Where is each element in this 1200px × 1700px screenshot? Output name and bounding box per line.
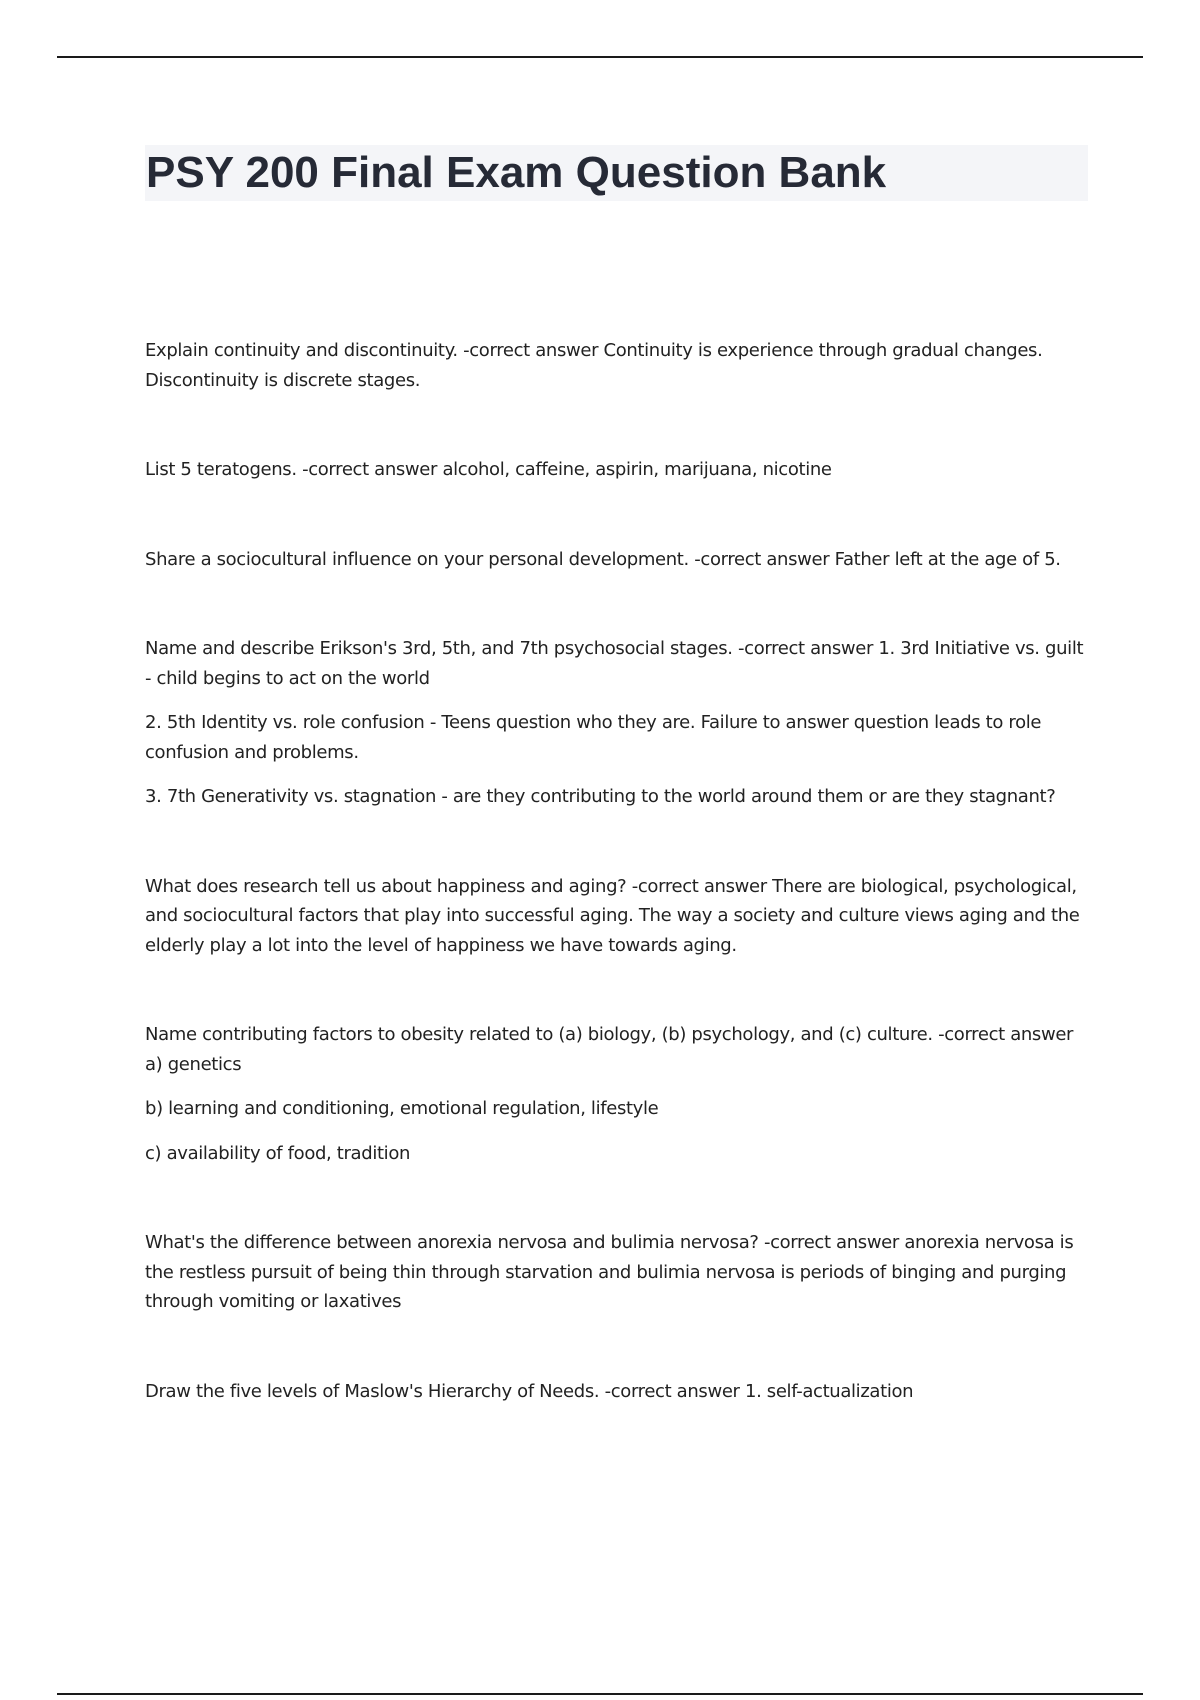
qa-line: What's the difference between anorexia nervosa and bulimia nervosa? -correct answer anorexia nervosa is the restless pursuit of being thin through starvation and bulimia nervosa is periods of binging and purging through vomiting or laxatives (145, 1232, 1074, 1312)
qa-line: Share a sociocultural influence on your personal development. -correct answer Father left at the age of 5. (145, 548, 1061, 570)
qa-line: List 5 teratogens. -correct answer alcohol, caffeine, aspirin, marijuana, nicotine (145, 459, 832, 480)
page-title: PSY 200 Final Exam Question Bank (146, 148, 887, 197)
qa-entry-obesity-factors (145, 1020, 1090, 1168)
qa-entry-teratogens (145, 455, 1090, 485)
qa-line: c) availability of food, tradition (145, 1142, 411, 1164)
qa-entry-erikson-stages (145, 634, 1090, 812)
qa-line: What does research tell us about happiness and aging? -correct answer There are biological, psychological, and sociocultural factors that play into successful aging. The way a society and culture views aging and the elderly play a lot into the level of happiness we have towards aging. (145, 875, 1080, 956)
qa-line: Name and describe Erikson's 3rd, 5th, and 7th psychosocial stages. -correct answer 1. 3rd Initiative vs. guilt - child begins to act on the world (145, 638, 1084, 689)
qa-entry-maslow-hierarchy (145, 1377, 1090, 1407)
qa-line: 2. 5th Identity vs. role confusion - Teens question who they are. Failure to answer question leads to role confusion and problems. (145, 712, 1042, 763)
qa-line: 3. 7th Generativity vs. stagnation - are they contributing to the world around them or are they stagnant? (145, 786, 1056, 807)
bottom-rule (57, 1693, 1143, 1695)
question-list (145, 336, 1090, 1466)
qa-entry-happiness-aging (145, 872, 1090, 961)
qa-entry-eating-disorders (145, 1228, 1090, 1317)
qa-line: Explain continuity and discontinuity. -correct answer Continuity is experience through gradual changes. Discontinuity is discrete stages. (145, 340, 1043, 391)
qa-entry-continuity (145, 336, 1090, 395)
qa-entry-sociocultural-influence (145, 545, 1090, 575)
qa-line: Name contributing factors to obesity related to (a) biology, (b) psychology, and (c) culture. -correct answer a) genetics (145, 1024, 1074, 1075)
qa-line: Draw the five levels of Maslow's Hierarchy of Needs. -correct answer 1. self-actualization (145, 1380, 914, 1402)
top-rule (57, 56, 1143, 58)
qa-line: b) learning and conditioning, emotional regulation, lifestyle (145, 1098, 659, 1119)
